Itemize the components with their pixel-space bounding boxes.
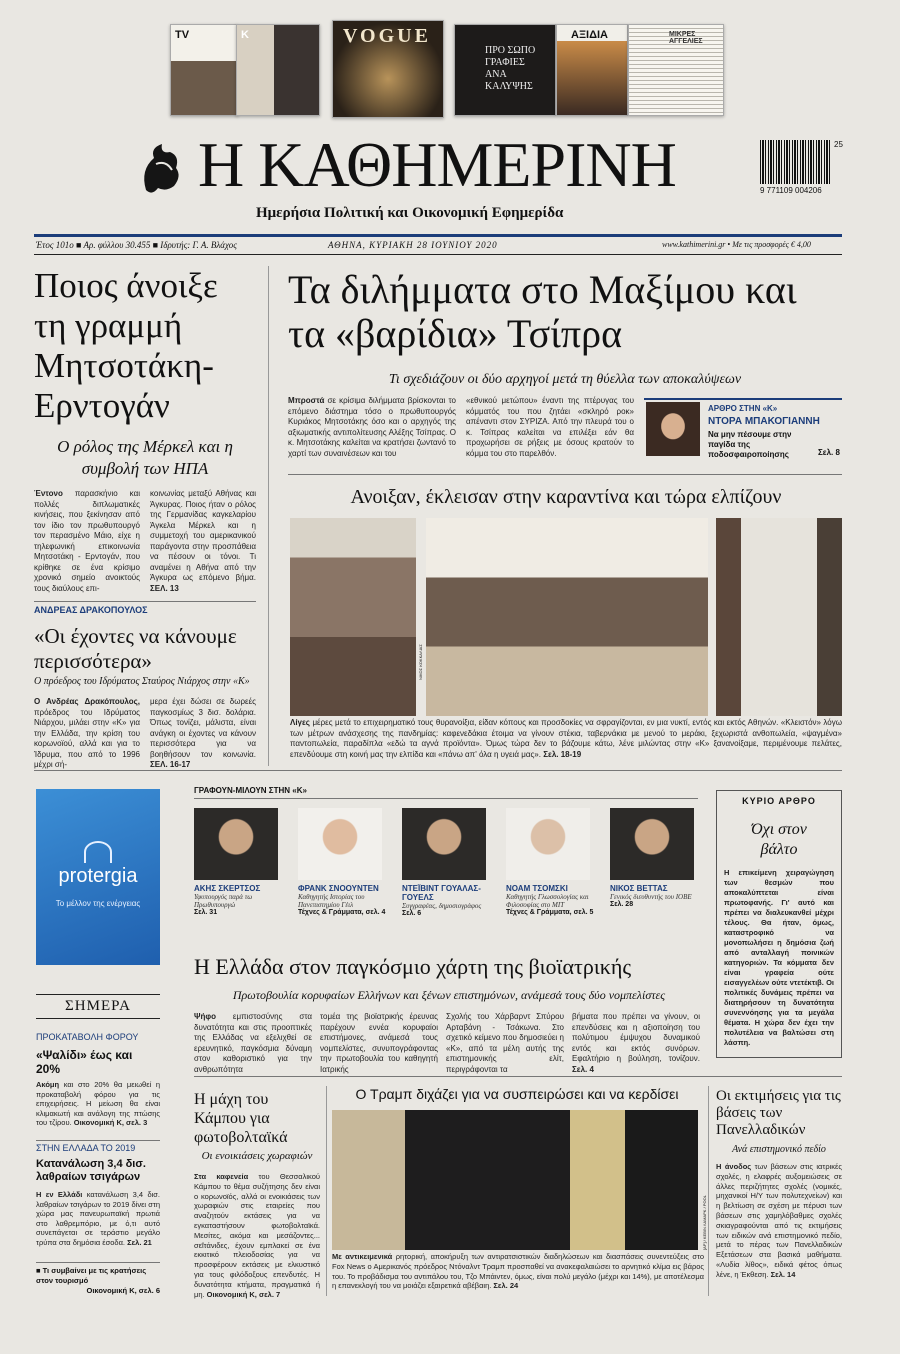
issue-code: 25 <box>834 140 843 149</box>
today-item1-body: και στο 20% θα μειωθεί η προκαταβολή φόρου για τις επιχειρήσεις. Η μείωση θα είναι κλιμακωτή και ανάλογη της πτώσης του τζίρου. <box>36 1080 160 1127</box>
main-col2-text: «εθνικού μετώπου» έναντι της πτέρυγας του κόμματός του που ζητάει «σκληρό ροκ» απέναντι στον ΣΥΡΙΖΑ. Από την πλευρά του ο κ. Τσίπρας καλείται να επιλέξει εάν θα προχωρήσει σε ρήξεις με όσους κρατούν το κόμμα του στο παρελθόν. <box>466 396 634 458</box>
left-column-divider <box>268 266 269 766</box>
magazine-label: ΠΡΟ ΣΩΠΟ ΓΡΑΦΙΕΣ ΑΝΑ ΚΑΛΥΨΗΣ <box>485 45 536 92</box>
trump-page: Σελ. 24 <box>493 1281 519 1291</box>
writer-1[interactable] <box>194 884 290 916</box>
biomed-col2: τομέα της βιοϊατρικής έρευνας παρέχουν εννέα κορυφαίοι επιστήμονες, ανάμεσά τους νομπελίστες, συνυπογράφοντας την πρωτοβουλία του καθηγητή Ιατρικής <box>320 1012 438 1074</box>
column-kicker: ΑΡΘΡΟ ΣΤΗΝ «Κ» <box>708 404 778 413</box>
dateline-rule <box>34 254 842 255</box>
quarantine-photo-3 <box>716 518 842 716</box>
turkey-subhead: Ο ρόλος της Μέρκελ και η συμβολή των ΗΠΑ <box>57 437 233 478</box>
turkey-col1 <box>34 489 140 594</box>
today-item3-rule <box>36 1262 160 1263</box>
today-item2-lead: Η εν Ελλάδι <box>36 1190 83 1199</box>
editorial-text: Η επικείμενη χειραγώγηση των θεσμών που αποκαλύπτεται είναι πρωτοφανής. Γι' αυτό και πρέπει να διαλευκανθεί μέχρι τέλους. Θα ήταν, όμως, καταστροφικό να μονοπωλήσει η δημόσια ζωή από ανταλλαγή ποινικών κατηγοριών. Τα κόμματα δεν είναι γραφεία ούτε εισαγγελέων ούτε ντετέκτιβ. Οι πολιτικές δυνάμεις πρέπει να διατηρήσουν τη δυνατότητα συνεννόησης για τα μεγάλα θέματα. Η χώρα δεν έχει την πολυτέλεια να βαλτώσει στη λάσπη. <box>724 868 834 1047</box>
quarantine-photo-1 <box>290 518 416 716</box>
magazine-label: TV <box>175 29 190 41</box>
turkey-col2 <box>150 489 256 594</box>
quarantine-rule <box>288 474 842 475</box>
today-item2-body: κατανάλωση 3,4 δισ. λαθραίων τσιγάρων το 2019 δίνει στη χώρα μας πανευρωπαϊκή πρωτιά στο λαθρεμπόριο, με ό,τι αυτό συνεπάγεται σε τεράστιο μεγάλο τρύπα στα δημόσια έσοδα. <box>36 1190 160 1247</box>
biomed-col4-text: βήματα που πρέπει να γίνουν, οι επενδύσεις και η αξιοποίηση του πολύτιμου έμψυχου δυναμικού εντός και εκτός συνόρων. Εφαλτήριο η βούληση, τονίζουν. <box>572 1012 700 1063</box>
writer-photo-4 <box>506 808 590 880</box>
drakopoulos-col1 <box>34 697 140 771</box>
magazine-label: K <box>241 29 249 41</box>
magazine-label: ΜΙΚΡΕΣ ΑΓΓΕΛΙΕΣ <box>669 31 703 45</box>
writer-page: Τέχνες & Γράμματα, σελ. 5 <box>506 909 594 916</box>
trump-photo <box>332 1110 698 1250</box>
drakopoulos-subhead: Ο πρόεδρος του Ιδρύματος Σταύρος Νιάρχος στην «Κ» <box>34 676 250 687</box>
drakopoulos-col1-text: πρόεδρος του Ιδρύματος Νιάρχου, μιλάει στην «Κ» για την Ελλάδα, την κρίση του κορωνοϊού, αλλά και για το Ίδρυμα, που από το 1996 μέχρι σή- <box>34 707 140 769</box>
turkey-page: ΣΕΛ. 13 <box>150 583 179 593</box>
masthead-rule <box>34 234 842 237</box>
main-col2 <box>466 396 634 459</box>
today-item2-rule <box>36 1140 160 1141</box>
drakopoulos-page: ΣΕΛ. 16-17 <box>150 760 191 769</box>
masthead-subtitle: Ημερήσια Πολιτική και Οικονομική Εφημερίδα <box>256 205 564 221</box>
protergia-ad[interactable] <box>36 789 160 965</box>
trump-photo-credit: [AP] / ΚΕΒΙΝ ΛΑΜΑΡΚ / POOL <box>702 1195 707 1250</box>
exams-text <box>716 1162 842 1280</box>
main-lead: Μπροστά <box>288 396 325 405</box>
trump-text <box>332 1252 704 1291</box>
biomed-lead: Ψήφο <box>194 1012 216 1021</box>
biomed-col1-text: εμπιστοσύνης στα δυνατότητα και στις προοπτικές της Ελλάδας να εξελιχθεί σε ερευνητικό, παγκόσμια δύναμη στον καθοριστικό για την ανθρωπότητα <box>194 1012 312 1074</box>
protergia-logo-icon <box>84 841 112 863</box>
writer-photo-2 <box>298 808 382 880</box>
drakopoulos-col2-text: μερα έχει δώσει σε δωρεές παγκοσμίως 3 δισ. δολάρια. Όπως τονίζει, μάλιστα, είναι ανάγκη οι έχοντες να κάνουν περισσότερα για να βοηθήσουν τον κοινωνία. <box>150 697 256 759</box>
today-item2-kicker: ΣΤΗΝ ΕΛΛΑΔΑ ΤΟ 2019 <box>36 1143 136 1153</box>
writer-role: Συγγραφέας, δημοσιογράφος <box>402 902 482 910</box>
writer-name: ΝΤΕΪΒΙΝΤ ΓΟΥΑΛΑΣ-ΓΟΥΕΛΣ <box>402 884 481 902</box>
today-item2-text <box>36 1190 160 1247</box>
writer-name: ΝΙΚΟΣ ΒΕΤΤΑΣ <box>610 884 668 893</box>
turkey-headline[interactable]: Ποιος άνοιξε τη γραμμή Μητσοτάκη-Ερντογάν <box>34 266 218 425</box>
quarantine-lead: Λίγες <box>290 718 310 727</box>
lower-column-divider-2 <box>708 1086 709 1296</box>
writer-2[interactable] <box>298 884 394 916</box>
trump-lead: Με αντικειμενικά <box>332 1252 393 1261</box>
writer-role: Καθηγητής Ιστορίας του Πανεπιστημίου Γέιλ <box>298 893 365 909</box>
today-item2-headline[interactable]: Κατανάλωση 3,4 δισ. λαθραίων τσιγάρων <box>36 1158 146 1183</box>
masthead-title: Η ΚΑΘΗΜΕΡΙΝΗ <box>198 129 676 200</box>
magazine-prosopografies-cover[interactable] <box>454 24 556 116</box>
magazine-classifieds-cover[interactable] <box>628 24 724 116</box>
column-title[interactable]: Να μην πέσουμε στην παγίδα της ποδοσφαιροποίησης <box>708 430 792 459</box>
column-box-rule <box>644 398 842 400</box>
protergia-tagline: Το μέλλον της ενέργειας <box>55 899 141 908</box>
today-item1-kicker: ΠΡΟΚΑΤΑΒΟΛΗ ΦΟΡΟΥ <box>36 1032 139 1042</box>
drakopoulos-col2 <box>150 697 256 771</box>
trump-headline[interactable]: Ο Τραμπ διχάζει για να συσπειρώσει και να κερδίσει <box>355 1086 679 1102</box>
writer-role: Γενικός διευθυντής του ΙΟΒΕ <box>610 893 692 901</box>
magazine-vogue-cover[interactable] <box>332 20 444 118</box>
biomed-page: Σελ. 4 <box>572 1064 594 1074</box>
today-item1-page: Οικονομική Κ, σελ. 3 <box>73 1118 148 1127</box>
drakopoulos-headline[interactable]: «Οι έχοντες να κάνουμε περισσότερα» <box>34 624 237 673</box>
magazine-tv-cover[interactable] <box>170 24 238 116</box>
solar-subhead: Οι ενοικιάσεις χωραφιών <box>201 1150 313 1162</box>
turkey-lead: Έντονο <box>34 489 63 498</box>
today-item1-headline[interactable]: «Ψαλίδι» έως και 20% <box>36 1048 133 1076</box>
trump-text-body: ρητορική, αποκήρυξη των αντιρατσιστικών διαδηλώσεων και διασπάσεις συνεντεύξεις στο Fox News ο Αμερικανός πρόεδρος Ντόναλντ Τραμπ προσπαθεί να ανακεφαλαιώσει το αρνητικό κλίμα εις βάρος του. Το προβάδισμα του αντιπάλου του, Τζο Μπάιντεν, όμως, είναι πολύ μεγάλο (μέχρι και 14%), με αποτέλεσμα η επανεκλογή του να μοιάζει εξαιρετικά αβέβαιη. <box>332 1252 704 1291</box>
biomed-headline[interactable]: Η Ελλάδα στον παγκόσμιο χάρτη της βιοϊατρικής <box>194 954 632 979</box>
quarantine-page: Σελ. 18-19 <box>543 749 582 759</box>
exams-headline[interactable]: Οι εκτιμήσεις για τις βάσεις των Πανελλαδικών <box>716 1088 841 1138</box>
today-item3-headline[interactable]: ■ Τι συμβαίνει με τις κρατήσεις στον τουρισμό <box>36 1266 147 1285</box>
solar-headline[interactable]: Η μάχη του Κάμπου για φωτοβολταϊκά <box>194 1091 288 1146</box>
column-author-photo <box>646 402 700 456</box>
writer-role: Καθηγητής Γλωσσολογίας και Φιλοσοφίας στο ΜΙΤ <box>506 893 589 909</box>
writer-name: ΑΚΗΣ ΣΚΕΡΤΣΟΣ <box>194 884 261 893</box>
column-page: Σελ. 8 <box>818 448 840 457</box>
writer-5[interactable] <box>610 884 700 908</box>
writer-name: ΝΟΑΜ ΤΣΟΜΣΚΙ <box>506 884 568 893</box>
dateline-center: ΑΘΗΝΑ, ΚΥΡΙΑΚΗ 28 ΙΟΥΝΙΟΥ 2020 <box>328 240 498 250</box>
writer-page: Σελ. 28 <box>610 901 634 908</box>
biomed-col1 <box>194 1012 312 1075</box>
quarantine-headline[interactable]: Ανοιξαν, έκλεισαν στην καραντίνα και τώρα ελπίζουν <box>350 486 782 508</box>
writers-rule <box>194 798 698 799</box>
main-headline[interactable]: Τα διλήμματα στο Μαξίμου και τα «βαρίδια» Τσίπρα <box>288 267 797 356</box>
writer-photo-5 <box>610 808 694 880</box>
today-item1-lead: Ακόμη <box>36 1080 60 1089</box>
lower-column-divider-1 <box>326 1086 327 1296</box>
writer-page: Σελ. 6 <box>402 910 422 917</box>
main-col1 <box>288 396 456 459</box>
editorial-kicker: ΚΥΡΙΟ ΑΡΘΡΟ <box>742 796 816 806</box>
main-col1-text: σε κρίσιμα διλήμματα βρίσκονται το επόμενο διάστημα τόσο ο πρωθυπουργός Κυριάκος Μητσοτάκης όσο και ο αρχηγός της αξιωματικής αντιπολίτευσης Αλέξης Τσίπρας. Ο κ. Μητσοτάκης καλείται να κρατήσει ζωντανό το χαρτί των συναινέσεων και του <box>288 396 457 458</box>
today-item2-page: Σελ. 21 <box>127 1237 152 1247</box>
exams-lead: Η άνοδος <box>716 1162 752 1171</box>
column-author: ΝΤΟΡΑ ΜΠΑΚΟΓΙΑΝΝΗ <box>708 416 820 427</box>
exams-subhead: Ανά επιστημονικό πεδίο <box>732 1144 826 1155</box>
main-subhead: Τι σχεδιάζουν οι δύο αρχηγοί μετά τη θύελλα των αποκαλύψεων <box>388 372 742 387</box>
magazine-taxidia-cover[interactable] <box>556 24 628 116</box>
turkey-col1-text: παρασκήνιο και πολλές διπλωματικές κινήσεις, που ξεκίνησαν από τον ίδιο τον πρωθυπουργό τον περασμένο Μάιο, είχε η τηλεφωνική επικοινωνία Μητσοτάκη - Ερντογάν, που κρίθηκε σε ένα κρίσιμο χρονικό σημείο ανοικτούς τους διαύλους επι- <box>34 489 140 593</box>
dateline-right: www.kathimerini.gr • Με τις προσφορές € 4,00 <box>662 240 811 249</box>
writer-photo-3 <box>402 808 486 880</box>
today-top-rule <box>36 994 160 995</box>
magazine-label: ΑΞΙΔΙΑ <box>571 29 608 41</box>
griffin-logo <box>136 140 186 198</box>
writer-4[interactable] <box>506 884 602 916</box>
biomed-col3: Σχολής του Χάρβαρντ Σπύρου Αρταβάνη - Τσάκωνα. Στο σχετικό κείμενο που δημοσιεύει η «Κ», από τα μέλη αυτής της επιστημονικής ελίτ, περιγράφονται τα <box>446 1012 564 1074</box>
quarantine-text <box>290 718 842 760</box>
today-title: ΣΗΜΕΡΑ <box>65 998 131 1014</box>
writer-name: ΦΡΑΝΚ ΣΝΟΟΥΝΤΕΝ <box>298 884 379 893</box>
drakopoulos-kicker: ΑΝΔΡΕΑΣ ΔΡΑΚΟΠΟΥΛΟΣ <box>34 605 148 615</box>
magazine-label: VOGUE <box>343 25 431 47</box>
drakopoulos-rule <box>34 601 256 602</box>
quarantine-photo-2 <box>426 518 708 716</box>
solar-lead: Στα καφενεία <box>194 1172 249 1181</box>
solar-page: Οικονομική Κ, σελ. 7 <box>206 1289 281 1299</box>
biomed-col4 <box>572 1012 700 1075</box>
turkey-col2-text: κοινωνίας μεταξύ Αθήνας και Άγκυρας. Ποιος ήταν ο ρόλος της Γερμανίδας καγκελαρίου Άγκελα Μέρκελ και η συμμετοχή του αμερικανικού παράγοντα στην προσπάθεια να πέσουν οι τόνοι. Τι αναμένει η Αθήνα από την Άγκυρα ως επόμενο βήμα. <box>150 489 256 582</box>
writer-role: Υφυπουργός παρά τω Πρωθυπουργώ <box>194 893 253 909</box>
exams-text-body: των βάσεων στις ιατρικές σχολές, η ελαφρές αυξομειώσεις σε άλλες περιζήτητες σχολές (νομικές, μηχανικοί Η/Υ των πολυτεχνείων) και η βελτίωση σε σχέση με πέρυσι των βάσεων στις χαμηλόβαθμες σχολές σκιαγραφούνται από τις εκτιμήσεις των ειδικών ανά επιστημονικό πεδίο, μετά το πέρας των Πανελλαδικών Εξετάσεων στα βασικά μαθήματα. «Λυδία λίθος», ειδικά φέτος όπως λένε, η Έκθεση. <box>716 1162 842 1279</box>
writer-photo-1 <box>194 808 278 880</box>
barcode <box>760 140 830 184</box>
writer-page: Τέχνες & Γράμματα, σελ. 4 <box>298 909 386 916</box>
today-item1-text <box>36 1080 160 1128</box>
writer-page: Σελ. 31 <box>194 909 218 916</box>
writer-3[interactable] <box>402 884 498 917</box>
exams-page: Σελ. 14 <box>770 1269 796 1279</box>
today-item3-page: Οικονομική Κ, σελ. 6 <box>86 1286 160 1295</box>
drakopoulos-lead: Ο Ανδρέας Δρακόπουλος, <box>34 697 140 706</box>
quarantine-text-body: μέρες μετά το επιχειρηματικό τους θυρανοίξια, είδαν κόπους και προσδοκίες να σφραγίζονται, εν μια νυκτί, εντός και εκτός Αθηνών. «Κλειστόν» λόγω των μέτρων ανάσχεσης της πανδημίας: καφενεδάκια έτοιμα να γίνουν στέκια, ταβερνάκια με μενού το μεράκι, ξεχωριστά ανθοπωλεία, «ψαγμένα» παντοπωλεία, παραδίπλα «εδώ τα αγνά προϊόντα». Όμως τώρα δεν το βάζουμε κάτω, λένε μιλώντας στην «Κ» ξανανοίξαμε, περιμένουμε πελάτες, επενδύουμε στη κοινή μας την ελπίδα και «πάνω απ' όλα η υγειά μας». <box>290 718 842 759</box>
editorial-title[interactable]: Όχι στον βάλτο <box>751 821 807 858</box>
magazine-k-cover[interactable] <box>236 24 320 116</box>
solar-text-body: του Θεσσαλικού Κάμπου το θέμα συζήτησης δεν είναι ο κορωνοϊός, αλλά οι ενοικιάσεις των χωραφιών στις εταιρείες που αναζητούν εκτάσεις για να εγκαταστήσουν φωτοβολταϊκά. Μεσίτες, ακόμα και μεσάζοντες... σεΐτάνιδες, έχουν εμπλακεί σε ένα εκκιτικό πλειοδοσίας για να προσφέρουν εκτάσεις με ελκυστικό για τους φιλόδοξους επενδυτές. Η δυνατότητα κτήματα, πραγματικά ή μη. <box>194 1172 320 1299</box>
quarantine-photo-credit: ΝΙΚΟΣ ΚΟΚΚΑΛΙΑΣ <box>418 644 423 680</box>
middle-rule <box>34 770 842 771</box>
protergia-brand: protergia <box>58 865 138 887</box>
barcode-number: 9 771109 004206 <box>760 186 822 195</box>
lower-rule <box>194 1076 842 1077</box>
biomed-subhead: Πρωτοβουλία κορυφαίων Ελλήνων και ξένων επιστημόνων, ανάμεσά τους δύο νομπελίστες <box>232 988 666 1002</box>
today-bottom-rule <box>36 1018 160 1019</box>
writers-kicker: ΓΡΑΦΟΥΝ-ΜΙΛΟΥΝ ΣΤΗΝ «Κ» <box>194 786 307 795</box>
dateline-left: Έτος 101ο ■ Αρ. φύλλου 30.455 ■ Ιδρυτής: Γ. Α. Βλάχος <box>36 240 237 250</box>
solar-text <box>194 1172 320 1299</box>
